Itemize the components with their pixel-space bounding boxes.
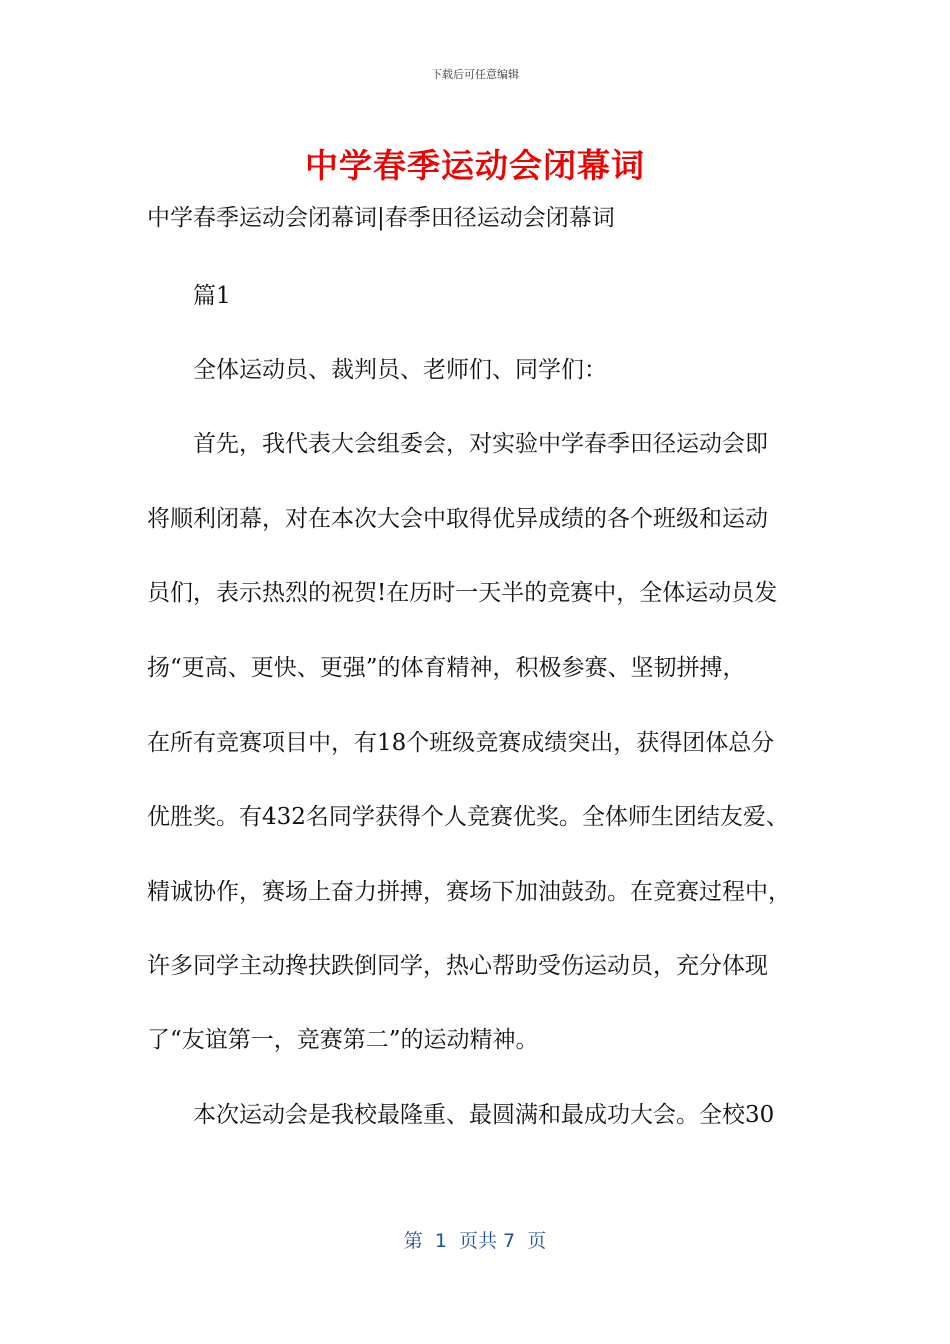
body-line: 本次运动会是我校最隆重、最圆满和最成功大会。全校30	[147, 1102, 775, 1128]
subtitle-line: 中学春季运动会闭幕词|春季田径运动会闭幕词	[147, 205, 615, 231]
body-line: 将顺利闭幕，对在本次大会中取得优异成绩的各个班级和运动	[147, 506, 768, 532]
body-line: 员们，表示热烈的祝贺!在历时一天半的竞赛中，全体运动员发	[147, 580, 778, 606]
body-line: 许多同学主动搀扶跌倒同学，热心帮助受伤运动员，充分体现	[147, 953, 768, 979]
section-label: 篇1	[147, 283, 231, 309]
body-line: 优胜奖。有432名同学获得个人竞赛优奖。全体师生团结友爱、	[147, 804, 789, 830]
body-line: 首先，我代表大会组委会，对实验中学春季田径运动会即	[147, 431, 768, 457]
page-footer: 第 1 页共 7 页	[403, 1230, 547, 1252]
body-line: 了“友谊第一，竞赛第二”的运动精神。	[147, 1027, 539, 1053]
body-line: 在所有竞赛项目中，有18个班级竞赛成绩突出，获得团体总分	[147, 730, 775, 756]
header-note: 下载后可任意编辑	[431, 68, 519, 81]
document-title: 中学春季运动会闭幕词	[305, 146, 645, 185]
salutation-line: 全体运动员、裁判员、老师们、同学们：	[147, 357, 607, 383]
body-line: 精诚协作，赛场上奋力拼搏，赛场下加油鼓劲。在竞赛过程中，	[147, 879, 791, 905]
body-line: 扬“更高、更快、更强”的体育精神，积极参赛、坚韧拼搏，	[147, 655, 746, 681]
